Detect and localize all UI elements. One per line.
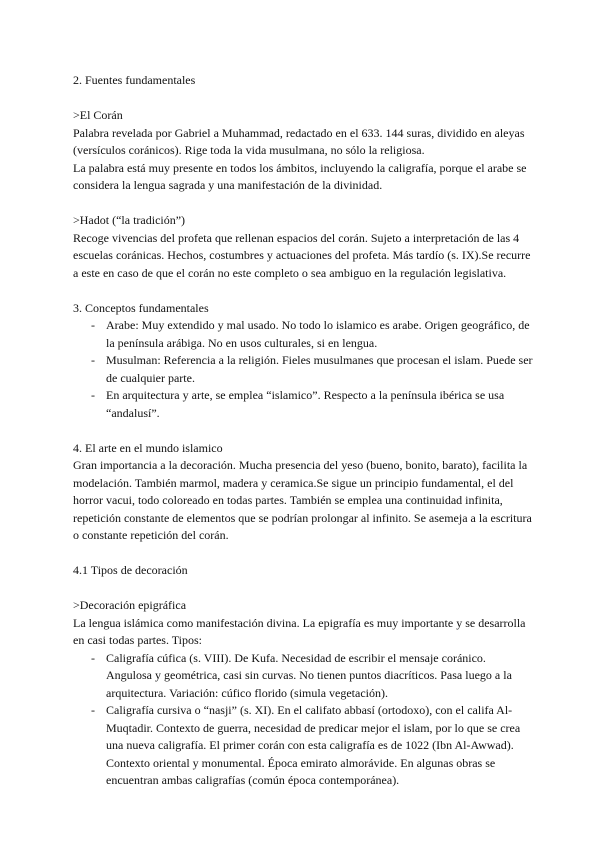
section-4-1-heading: 4.1 Tipos de decoración [73,563,188,577]
list-item [73,317,533,352]
bullet-dash: - [91,703,95,717]
list-item [73,387,533,422]
coran-paragraph-1: Palabra revelada por Gabriel a Muhammad, redactado en el 633. 144 suras, dividido en aleyas (versículos coránicos). Rige toda la vida musulmana, no sólo la religiosa. [73,125,525,157]
list-item [73,702,533,790]
bullet-dash: - [91,388,95,402]
list-item [73,352,533,387]
list-item-text: Musulman: Referencia a la religión. Fieles musulmanes que procesan el islam. Puede ser de cualquier parte. [106,353,533,385]
hadot-paragraph: Recoge vivencias del profeta que rellenan espacios del corán. Sujeto a interpretación de las 4 escuelas coránicas. Hechos, costumbres y actuaciones del profeta. Más tardío (s. IX).Se recurre a este en caso de que el corán no este completo o sea ambiguo en la regulación legislativa. [73,230,531,280]
section-4-heading: 4. El arte en el mundo islamico [73,440,223,455]
section-2-heading: 2. Fuentes fundamentales [73,73,196,87]
list-item-text: Caligrafía cursiva o “nasji” (s. XI). En el califato abbasí (ortodoxo), con el califa Al-Muqtadir. Contexto de guerra, necesidad de predicar mejor el islam, por lo que se crea una nueva caligrafía. El primer corán con esta caligrafía es de 1022 (Ibn Al-Awwad). Contexto oriental y monumental. Época emirato almorávide. En algunas obras se encuentran ambas caligrafías (común época contemporánea). [106,703,521,787]
hadot-heading: >Hadot (“la tradición”) [73,213,186,227]
list-item [73,650,533,703]
epigraphic-paragraph: La lengua islámica como manifestación divina. La epigrafía es muy importante y se desarrolla en casi todas partes. Tipos: [73,615,526,647]
bullet-dash: - [91,318,95,332]
section-4-paragraph: Gran importancia a la decoración. Mucha presencia del yeso (bueno, bonito, barato), facilita la modelación. También marmol, madera y ceramica.Se sigue un principio fundamental, el del horror vacui, todo coloreado en todas partes. También se emplea una continuidad infinita, repetición constante de elementos que se podrían prolongar al infinito. Se asemeja a la escritura o constante repetición del corán. [73,458,532,542]
bullet-dash: - [91,650,95,665]
section-3-heading: 3. Conceptos fundamentales [73,300,209,315]
coran-paragraph-2: La palabra está muy presente en todos los ámbitos, incluyendo la caligrafía, porque el arabe se considera la lengua sagrada y una manifestación de la divinidad. [73,160,527,192]
list-item-text: Arabe: Muy extendido y mal usado. No todo lo islamico es arabe. Origen geográfico, de la península arábiga. No en usos culturales, si en lengua. [106,318,530,350]
epigraphic-heading: >Decoración epigráfica [73,598,187,612]
list-item-text: En arquitectura y arte, se emplea “islamico”. Respecto a la península ibérica se usa “andalusí”. [106,388,505,420]
concepts-list [73,317,533,422]
coran-heading: >El Corán [73,108,123,122]
list-item-text: Caligrafía cúfica (s. VIII). De Kufa. Necesidad de escribir el mensaje coránico. Angulosa y geométrica, casi sin curvas. No tienen puntos diacríticos. Pasa luego a la arquitectura. Variación: cúfico florido (simula vegetación). [106,650,512,700]
document-page [73,72,533,790]
bullet-dash: - [91,353,95,367]
calligraphy-list [73,650,533,790]
